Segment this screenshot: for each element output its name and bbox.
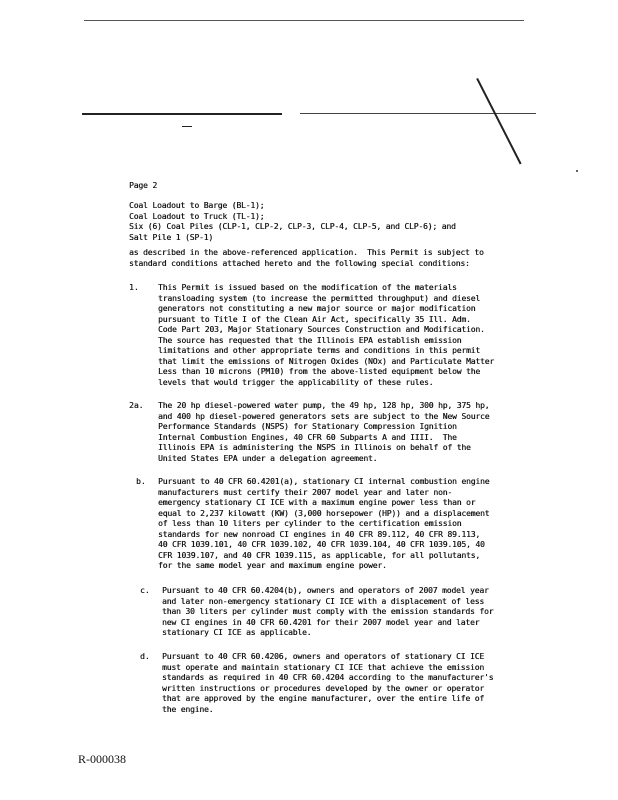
condition-line: CFR 1039.107, and 40 CFR 1039.115, as applicable, for all pollutants, — [158, 550, 480, 560]
condition-line: equal to 2,237 kilowatt (KW) (3,000 horsepower (HP)) and a displacement — [158, 508, 490, 518]
condition-line: standards as required in 40 CFR 60.4204 according to the manufacturer's — [162, 673, 494, 682]
condition-line: manufacturers must certify their 2007 model year and later non- — [158, 487, 452, 497]
margin-mark — [182, 126, 192, 127]
condition-line: This Permit is issued based on the modification of the materials — [158, 283, 457, 292]
condition-line: for the same model year and maximum engine power. — [158, 561, 387, 570]
condition-number: 1. — [129, 283, 139, 292]
condition-line: The 20 hp diesel-powered water pump, the 49 hp, 128 hp, 300 hp, 375 hp, — [158, 401, 490, 410]
condition-line: than 30 liters per cylinder must comply with the emission standards for — [162, 607, 494, 616]
condition-line: Illinois EPA is administering the NSPS in Illinois on behalf of the — [158, 443, 471, 452]
condition-line: The source has requested that the Illinois EPA establish emission — [158, 335, 462, 345]
condition-line: Less than 10 microns (PM10) from the above-listed equipment below the — [158, 367, 480, 376]
condition-line: emergency stationary CI ICE with a maximum engine power less than or — [158, 498, 476, 507]
equipment-line: Six (6) Coal Piles (CLP-1, CLP-2, CLP-3, CLP-4, CLP-5, and CLP-6); and — [129, 222, 456, 231]
condition-number: 2a. — [129, 401, 144, 410]
scan-speck — [576, 170, 578, 172]
condition-line: the engine. — [162, 704, 214, 714]
condition-line: Pursuant to 40 CFR 60.4204(b), owners and operators of 2007 model year — [162, 586, 489, 595]
page-label: Page 2 — [129, 181, 157, 190]
condition-line: and later non-emergency stationary CI ICE with a displacement of less — [162, 596, 484, 606]
header-rule-right — [300, 113, 536, 114]
condition-line: and 400 hp diesel-powered generators sets are subject to the New Source — [158, 411, 490, 421]
equipment-line: Salt Pile 1 (SP-1) — [129, 232, 213, 242]
intro-line: standard conditions attached hereto and the following special conditions: — [129, 258, 470, 268]
condition-line: 40 CFR 1039.101, 40 CFR 1039.102, 40 CFR 1039.104, 40 CFR 1039.105, 40 — [158, 540, 485, 549]
condition-line: written instructions or procedures developed by the owner or operator — [162, 683, 484, 693]
equipment-line: Coal Loadout to Barge (BL-1); — [129, 201, 265, 210]
condition-line: United States EPA under a delegation agreement. — [158, 453, 378, 463]
condition-line: of less than 10 liters per cylinder to the certification emission — [158, 519, 462, 528]
condition-line: generators not constituting a new major source or major modification — [158, 304, 476, 313]
bates-number: R-000038 — [78, 752, 126, 766]
condition-line: new CI engines in 40 CFR 60.4201 for their 2007 model year and later — [162, 617, 480, 627]
condition-line: that limit the emissions of Nitrogen Oxides (NOx) and Particulate Matter — [158, 356, 494, 366]
condition-line: limitations and other appropriate terms and conditions in this permit — [158, 346, 480, 355]
condition-line: that are approved by the engine manufacturer, over the entire life of — [162, 694, 484, 703]
condition-line: Performance Standards (NSPS) for Stationary Compression Ignition — [158, 422, 457, 431]
condition-line: transloading system (to increase the permitted throughput) and diesel — [158, 293, 480, 303]
equipment-line: Coal Loadout to Truck (TL-1); — [129, 211, 265, 221]
condition-number: b. — [136, 477, 146, 486]
top-scan-line — [84, 20, 524, 21]
condition-line: Pursuant to 40 CFR 60.4206, owners and operators of stationary CI ICE — [162, 652, 484, 661]
header-rule — [82, 113, 282, 115]
condition-line: levels that would trigger the applicability of these rules. — [158, 377, 434, 387]
condition-line: must operate and maintain stationary CI ICE that achieve the emission — [162, 662, 484, 672]
condition-line: standards for new nonroad CI engines in 40 CFR 89.112, 40 CFR 89.113, — [158, 529, 480, 539]
condition-line: stationary CI ICE as applicable. — [162, 628, 312, 637]
diagonal-scan-mark — [476, 78, 521, 164]
condition-line: Pursuant to 40 CFR 60.4201(a), stationary CI internal combustion engine — [158, 477, 490, 486]
condition-line: Internal Combustion Engines, 40 CFR 60 Subparts A and IIII. The — [158, 432, 457, 442]
condition-line: Code Part 203, Major Stationary Sources Construction and Modification. — [158, 325, 485, 334]
condition-number: c. — [140, 586, 150, 595]
intro-line: as described in the above-referenced application. This Permit is subject to — [129, 248, 484, 257]
condition-number: d. — [140, 652, 150, 661]
condition-line: pursuant to Title I of the Clean Air Act, specifically 35 Ill. Adm. — [158, 314, 471, 324]
